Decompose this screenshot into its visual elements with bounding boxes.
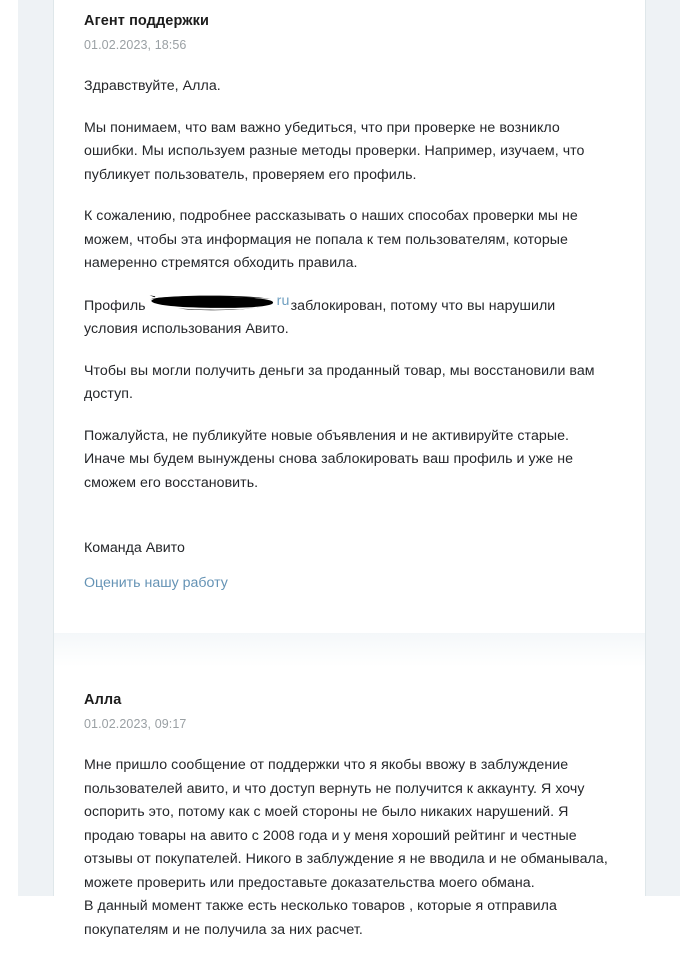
- redacted-email-visible-tail: ru: [276, 292, 290, 309]
- right-gutter: [646, 0, 680, 896]
- message-paragraph-methods: Мы понимаем, что вам важно убедиться, что при проверке не возникло ошибки. Мы используем разные методы проверки. Например, изучаем, что публикует пользователь, проверяем его профиль.: [84, 119, 585, 183]
- black-marker-scribble-icon: [148, 294, 290, 313]
- outer-left-margin: [0, 0, 18, 896]
- message-timestamp: 01.02.2023, 09:17: [84, 717, 187, 731]
- message-timestamp: 01.02.2023, 18:56: [84, 38, 187, 52]
- message-paragraph-access-restored: Чтобы вы могли получить деньги за проданный товар, мы восстановили вам доступ.: [84, 362, 595, 402]
- redacted-email-address: [148, 294, 290, 313]
- message-paragraph-secrecy: К сожалению, подробнее рассказывать о наших способах проверки мы не можем, чтобы эта информация не попала к тем пользователям, которые намеренно стремятся обходить правила.: [84, 208, 578, 271]
- message-author-name: Агент поддержки: [84, 13, 209, 29]
- message-paragraph-pending-payment: В данный момент также есть несколько товаров , которые я отправила покупателям и не получила за них расчет.: [84, 898, 557, 938]
- message-author-name: Алла: [84, 692, 122, 708]
- blocked-text-suffix: заблокирован, потому что вы нарушили условия использования Авито.: [84, 297, 556, 337]
- message-paragraph-dispute: Мне пришло сообщение от поддержки что я якобы ввожу в заблуждение пользователей авито, и что доступ вернуть не получится к аккаунту. Я хочу оспорить это, потому как с моей стороны не было никаких нарушений. Я продаю товары на авито с 2008 года и у меня хороший рейтинг и честные отзывы от покупателей. Никого в заблуждение я не вводила и не обманывала, можете проверить или предоставьте доказательства моего обмана.: [84, 757, 608, 891]
- message-block-support-agent: [54, 0, 645, 633]
- left-gutter: [18, 0, 53, 896]
- message-block-user: [54, 633, 645, 962]
- outer-right-margin: [680, 0, 700, 896]
- message-paragraph-warning: Пожалуйста, не публикуйте новые объявления и не активируйте старые. Иначе мы будем вынуждены снова заблокировать ваш профиль и уже не сможем его восстановить.: [84, 427, 574, 491]
- message-thread: [53, 0, 646, 938]
- message-greeting: Здравствуйте, Алла.: [84, 78, 221, 94]
- message-signature: Команда Авито: [84, 540, 185, 556]
- signature-spacer: [84, 495, 615, 537]
- message-paragraph-blocked: [84, 294, 609, 342]
- rate-our-work-link[interactable]: Оценить нашу работу: [84, 575, 228, 591]
- blocked-text-prefix: Профиль: [84, 297, 146, 314]
